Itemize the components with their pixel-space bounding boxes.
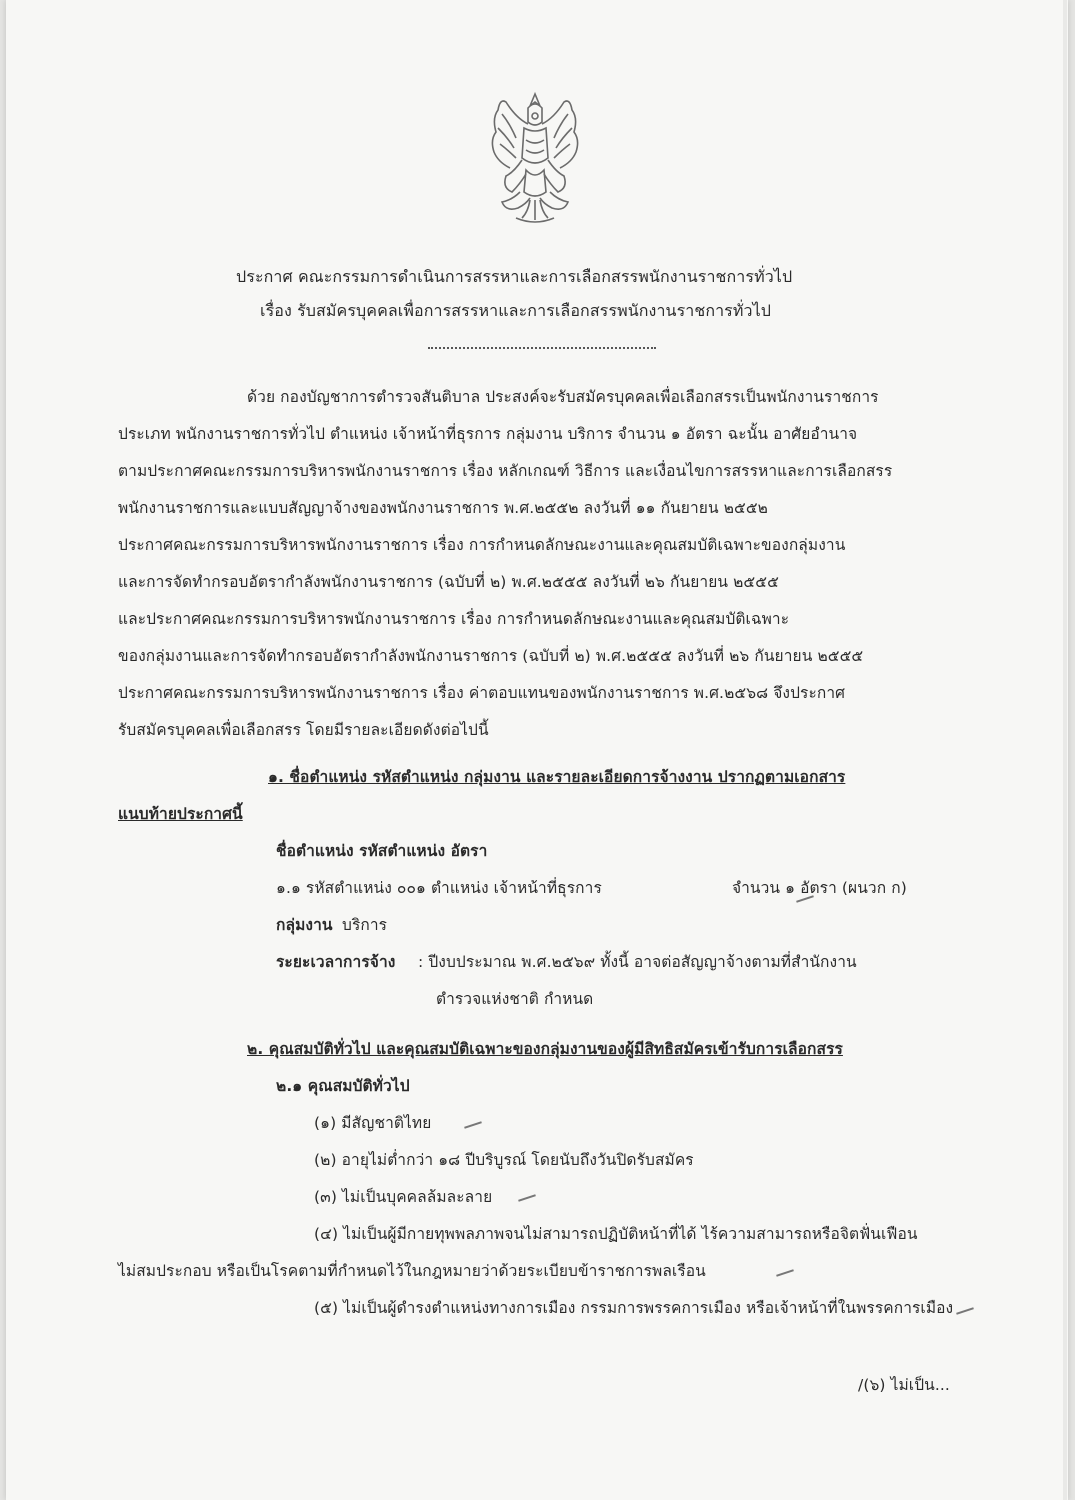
continuation-note: /(๖) ไม่เป็น... (858, 1376, 950, 1394)
section1-subheading: ชื่อตำแหน่ง รหัสตำแหน่ง อัตรา (276, 842, 488, 860)
body-line-4: พนักงานราชการและแบบสัญญาจ้างของพนักงานราชการ พ.ศ.๒๕๕๒ ลงวันที่ ๑๑ กันยายน ๒๕๕๒ (118, 499, 768, 517)
group-label: กลุ่มงาน (276, 916, 333, 934)
body-line-9: ประกาศคณะกรรมการบริหารพนักงานราชการ เรื่อง ค่าตอบแทนของพนักงานราชการ พ.ศ.๒๕๖๘ จึงประกาศ (118, 684, 846, 702)
section1-heading-cont: แนบท้ายประกาศนี้ (118, 805, 243, 823)
page-edge (1063, 0, 1067, 1500)
document-page (6, 0, 1068, 1500)
period-value-cont: ตำรวจแห่งชาติ กำหนด (436, 990, 594, 1008)
body-line-10: รับสมัครบุคคลเพื่อเลือกสรร โดยมีรายละเอียดดังต่อไปนี้ (118, 721, 489, 739)
section1-heading: ๑. ชื่อตำแหน่ง รหัสตำแหน่ง กลุ่มงาน และรายละเอียดการจ้างงาน ปรากฏตามเอกสาร (268, 768, 846, 786)
qualification-item-5: (๕) ไม่เป็นผู้ดำรงตำแหน่งทางการเมือง กรรมการพรรคการเมือง หรือเจ้าหน้าที่ในพรรคการเมือง (314, 1299, 954, 1317)
check-mark (956, 1307, 974, 1314)
period-label: ระยะเวลาการจ้าง (276, 953, 396, 971)
body-line-8: ของกลุ่มงานและการจัดทำกรอบอัตรากำลังพนักงานราชการ (ฉบับที่ ๒) พ.ศ.๒๕๕๕ ลงวันที่ ๒๖ กันยายน ๒๕๕๕ (118, 647, 864, 665)
qualification-item-1: (๑) มีสัญชาติไทย (314, 1114, 432, 1132)
announcement-title: ประกาศ คณะกรรมการดำเนินการสรรหาและการเลือกสรรพนักงานราชการทั่วไป (236, 267, 793, 286)
title-divider (428, 347, 656, 349)
announcement-subject: เรื่อง รับสมัครบุคคลเพื่อการสรรหาและการเลือกสรรพนักงานราชการทั่วไป (260, 301, 772, 320)
section2-heading: ๒. คุณสมบัติทั่วไป และคุณสมบัติเฉพาะของกลุ่มงานของผู้มีสิทธิสมัครเข้ารับการเลือกสรร (247, 1040, 843, 1058)
position-item: ๑.๑ รหัสตำแหน่ง ๐๐๑ ตำแหน่ง เจ้าหน้าที่ธุรการ (276, 879, 602, 897)
group-value: บริการ (342, 916, 388, 934)
garuda-emblem-icon (476, 88, 594, 228)
qualification-item-2: (๒) อายุไม่ต่ำกว่า ๑๘ ปีบริบูรณ์ โดยนับถึงวันปิดรับสมัคร (314, 1151, 694, 1169)
section2-subheading: ๒.๑ คุณสมบัติทั่วไป (276, 1077, 410, 1095)
body-line-3: ตามประกาศคณะกรรมการบริหารพนักงานราชการ เรื่อง หลักเกณฑ์ วิธีการ และเงื่อนไขการสรรหาและการเลือกสรร (118, 462, 893, 480)
body-line-6: และการจัดทำกรอบอัตรากำลังพนักงานราชการ (ฉบับที่ ๒) พ.ศ.๒๕๕๕ ลงวันที่ ๒๖ กันยายน ๒๕๕๕ (118, 573, 779, 591)
body-line-5: ประกาศคณะกรรมการบริหารพนักงานราชการ เรื่อง การกำหนดลักษณะงานและคุณสมบัติเฉพาะของกลุ่มงาน (118, 536, 846, 554)
body-line-2: ประเภท พนักงานราชการทั่วไป ตำแหน่ง เจ้าหน้าที่ธุรการ กลุ่มงาน บริการ จำนวน ๑ อัตรา ฉะนั้น อาศัยอำนาจ (118, 425, 858, 443)
position-count: จำนวน ๑ อัตรา (ผนวก ก) (732, 879, 907, 897)
qualification-item-4: (๔) ไม่เป็นผู้มีกายทุพพลภาพจนไม่สามารถปฏิบัติหน้าที่ได้ ไร้ความสามารถหรือจิตฟั่นเฟือน (314, 1225, 918, 1243)
check-mark (464, 1121, 482, 1128)
qualification-item-4-cont: ไม่สมประกอบ หรือเป็นโรคตามที่กำหนดไว้ในกฎหมายว่าด้วยระเบียบข้าราชการพลเรือน (118, 1262, 706, 1280)
qualification-item-3: (๓) ไม่เป็นบุคคลล้มละลาย (314, 1188, 493, 1206)
body-line-7: และประกาศคณะกรรมการบริหารพนักงานราชการ เรื่อง การกำหนดลักษณะงานและคุณสมบัติเฉพาะ (118, 610, 790, 628)
check-mark (518, 1194, 536, 1201)
check-mark (776, 1269, 794, 1276)
period-value: : ปีงบประมาณ พ.ศ.๒๕๖๙ ทั้งนี้ อาจต่อสัญญาจ้างตามที่สำนักงาน (418, 953, 857, 971)
body-line-1: ด้วย กองบัญชาการตำรวจสันติบาล ประสงค์จะรับสมัครบุคคลเพื่อเลือกสรรเป็นพนักงานราชการ (247, 388, 879, 406)
